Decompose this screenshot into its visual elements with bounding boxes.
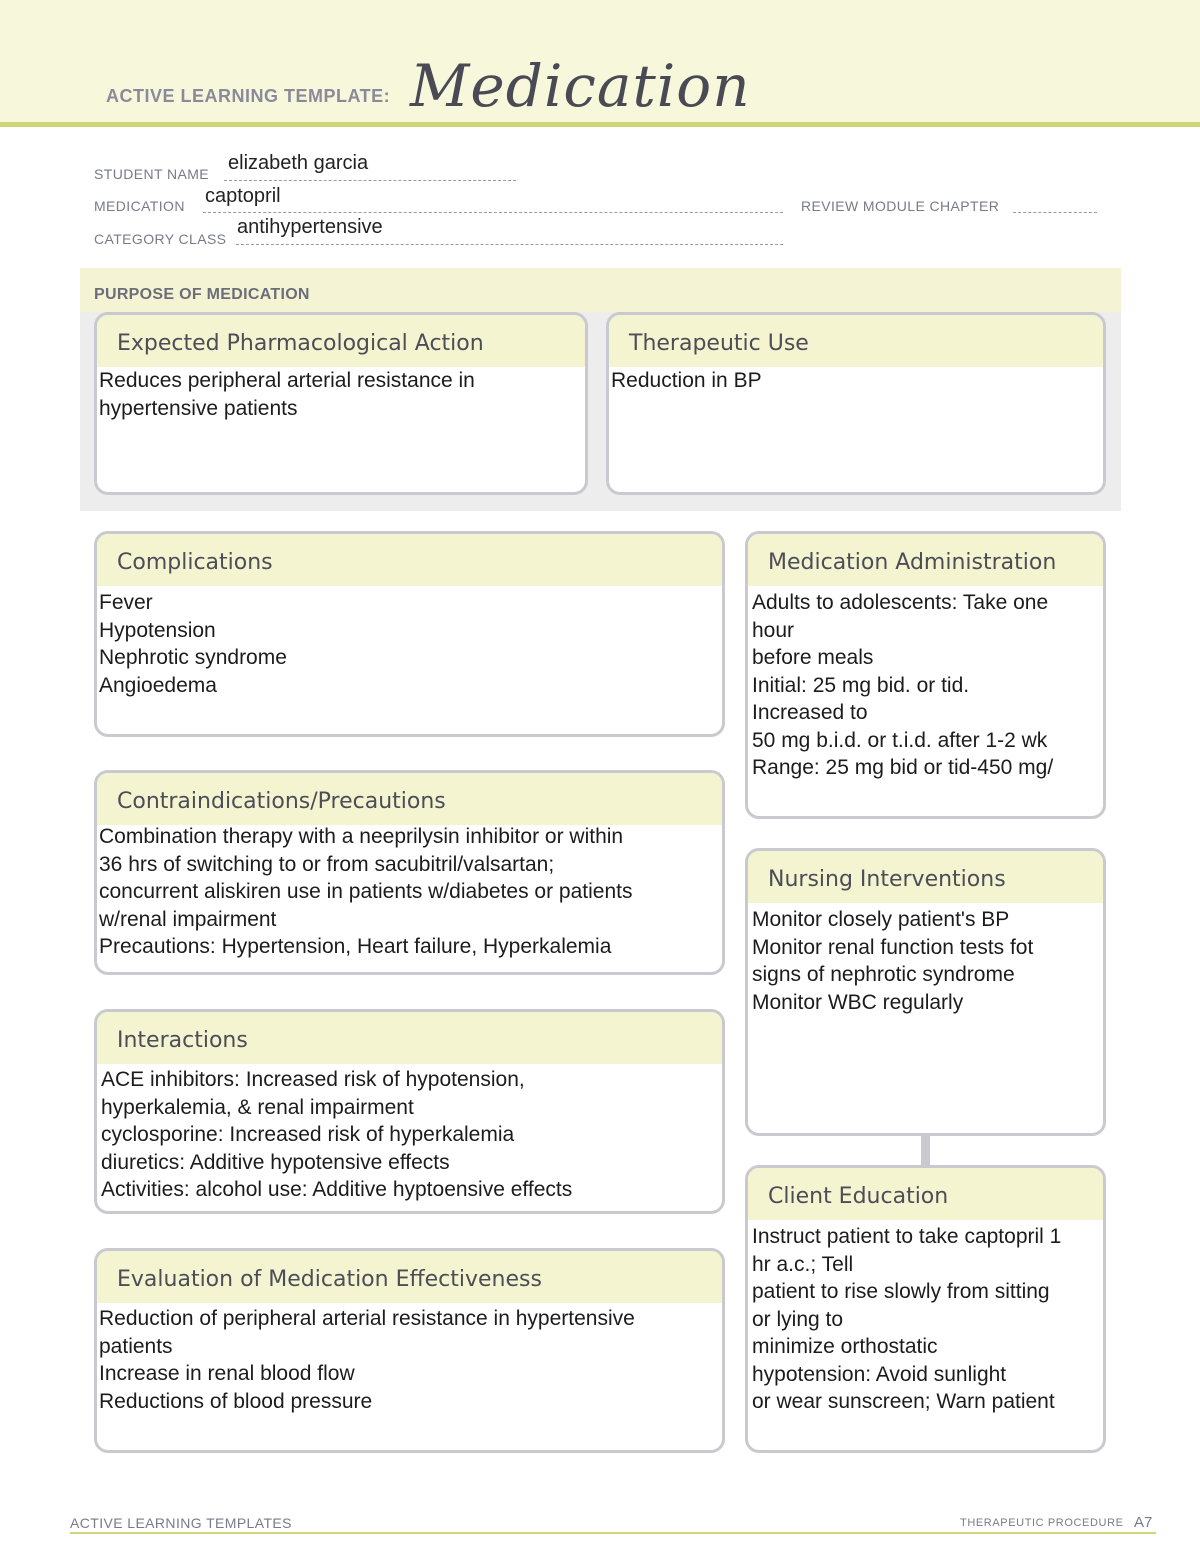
- complications-title: Complications: [117, 550, 273, 575]
- client-education-body: [748, 1220, 1103, 1416]
- header-rule: [0, 122, 1200, 127]
- category-class-label: CATEGORY CLASS: [94, 231, 227, 247]
- administration-line: hour: [752, 618, 795, 642]
- contraindications-line: Precautions: Hypertension, Heart failure, Hyperkalemia: [99, 935, 612, 958]
- interactions-body: [97, 1064, 722, 1204]
- interactions-title: Interactions: [117, 1028, 248, 1053]
- client-education-title: Client Education: [768, 1184, 949, 1209]
- administration-line: Adults to adolescents: Take one: [752, 591, 1049, 614]
- therapeutic-use-header: [609, 315, 1103, 367]
- complications-body: [97, 586, 722, 699]
- category-class-value[interactable]: antihypertensive: [237, 216, 383, 238]
- nursing-line: Monitor renal function tests fot: [752, 935, 1034, 959]
- evaluation-box[interactable]: [94, 1248, 725, 1453]
- administration-line: Range: 25 mg bid or tid-450 mg/: [752, 756, 1054, 779]
- administration-line: Initial: 25 mg bid. or tid.: [752, 673, 970, 697]
- complications-line: Nephrotic syndrome: [99, 646, 287, 669]
- expected-action-body: [97, 367, 585, 422]
- client-education-line: or lying to: [752, 1307, 844, 1331]
- therapeutic-use-body: [609, 367, 1103, 395]
- expected-action-line: Reduces peripheral arterial resistance in: [99, 369, 475, 392]
- nursing-line: signs of nephrotic syndrome: [752, 963, 1015, 986]
- page-number: A7: [1134, 1514, 1153, 1531]
- contraindications-body: [97, 823, 722, 961]
- contraindications-header: [97, 773, 722, 825]
- nursing-box[interactable]: [745, 848, 1106, 1136]
- interactions-line: cyclosporine: Increased risk of hyperkalemia: [101, 1123, 515, 1146]
- contraindications-line: concurrent aliskiren use in patients w/diabetes or patients: [99, 880, 633, 903]
- interactions-line: ACE inhibitors: Increased risk of hypotension,: [101, 1068, 525, 1091]
- student-name-label: STUDENT NAME: [94, 166, 209, 182]
- nursing-body: [748, 903, 1103, 1016]
- evaluation-body: [97, 1303, 722, 1415]
- page-title: Medication: [410, 52, 751, 120]
- complications-line: Angioedema: [99, 673, 217, 697]
- client-education-line: minimize orthostatic: [752, 1335, 938, 1358]
- administration-line: before meals: [752, 646, 874, 669]
- interactions-header: [97, 1012, 722, 1064]
- complications-line: Fever: [99, 591, 153, 614]
- administration-title: Medication Administration: [768, 550, 1057, 575]
- footer-rule: [70, 1532, 1156, 1534]
- evaluation-header: [97, 1251, 722, 1303]
- nursing-line: Monitor closely patient's BP: [752, 908, 1010, 931]
- interactions-line: diuretics: Additive hypotensive effects: [101, 1150, 450, 1174]
- therapeutic-use-line: Reduction in BP: [611, 369, 762, 392]
- review-module-label: REVIEW MODULE CHAPTER: [801, 198, 1000, 214]
- interactions-box[interactable]: [94, 1009, 725, 1214]
- complications-header: [97, 534, 722, 586]
- administration-box[interactable]: [745, 531, 1106, 819]
- therapeutic-use-box[interactable]: [606, 312, 1106, 495]
- therapeutic-use-title: Therapeutic Use: [629, 331, 809, 356]
- nursing-line: Monitor WBC regularly: [752, 990, 964, 1014]
- expected-action-box[interactable]: [94, 312, 588, 495]
- expected-action-title: Expected Pharmacological Action: [117, 331, 484, 356]
- interactions-line: hyperkalemia, & renal impairment: [101, 1095, 414, 1119]
- administration-header: [748, 534, 1103, 586]
- contraindications-line: 36 hrs of switching to or from sacubitril/valsartan;: [99, 852, 555, 876]
- box-connector: [921, 1135, 930, 1165]
- review-module-line: [1013, 212, 1097, 213]
- purpose-label: PURPOSE OF MEDICATION: [94, 286, 310, 303]
- student-name-value[interactable]: elizabeth garcia: [228, 152, 369, 174]
- medication-label: MEDICATION: [94, 198, 185, 214]
- client-education-line: patient to rise slowly from sitting: [752, 1280, 1050, 1303]
- evaluation-line: Reductions of blood pressure: [99, 1389, 373, 1413]
- contraindications-title: Contraindications/Precautions: [117, 789, 446, 814]
- administration-line: 50 mg b.i.d. or t.i.d. after 1-2 wk: [752, 728, 1048, 752]
- evaluation-line: Increase in renal blood flow: [99, 1362, 355, 1385]
- client-education-header: [748, 1168, 1103, 1220]
- nursing-title: Nursing Interventions: [768, 867, 1006, 892]
- medication-line: [203, 212, 783, 213]
- client-education-line: or wear sunscreen; Warn patient: [752, 1390, 1055, 1413]
- expected-action-line: hypertensive patients: [99, 396, 298, 420]
- contraindications-line: w/renal impairment: [99, 907, 277, 931]
- administration-line: Increased to: [752, 701, 868, 724]
- client-education-line: hypotension: Avoid sunlight: [752, 1362, 1007, 1386]
- complications-line: Hypotension: [99, 618, 216, 642]
- student-name-line: [224, 180, 516, 181]
- footer-left: ACTIVE LEARNING TEMPLATES: [70, 1515, 292, 1531]
- expected-action-header: [97, 315, 585, 367]
- contraindications-line: Combination therapy with a neeprilysin inhibitor or within: [99, 825, 624, 848]
- nursing-header: [748, 851, 1103, 903]
- complications-box[interactable]: [94, 531, 725, 737]
- client-education-line: Instruct patient to take captopril 1: [752, 1225, 1062, 1248]
- interactions-line: Activities: alcohol use: Additive hyptoensive effects: [101, 1178, 573, 1201]
- contraindications-box[interactable]: [94, 770, 725, 975]
- footer-right: THERAPEUTIC PROCEDURE: [960, 1517, 1124, 1529]
- administration-body: [748, 586, 1103, 782]
- medication-value[interactable]: captopril: [205, 185, 281, 207]
- evaluation-title: Evaluation of Medication Effectiveness: [117, 1267, 542, 1292]
- template-label: ACTIVE LEARNING TEMPLATE:: [106, 86, 391, 106]
- category-class-line: [236, 244, 783, 245]
- client-education-box[interactable]: [745, 1165, 1106, 1453]
- evaluation-line: Reduction of peripheral arterial resistance in hypertensive: [99, 1307, 635, 1330]
- evaluation-line: patients: [99, 1334, 173, 1358]
- client-education-line: hr a.c.; Tell: [752, 1252, 854, 1276]
